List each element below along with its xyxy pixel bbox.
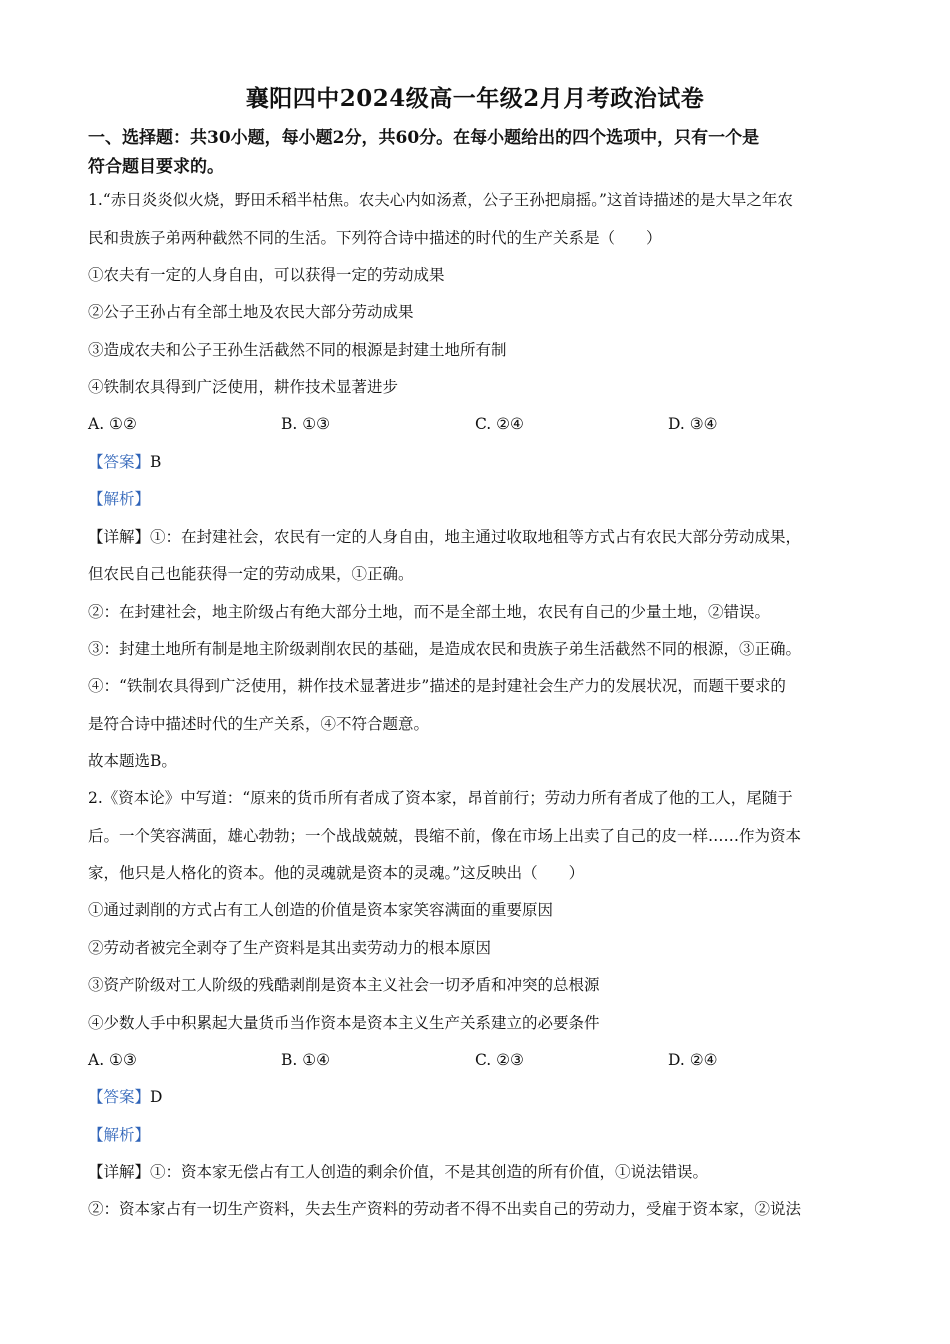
question-1-detail: ③：封建土地所有制是地主阶级剥削农民的基础，是造成农民和贵族子弟生活截然不同的根源，③正确。 bbox=[88, 640, 802, 658]
question-2-detail: ②：资本家占有一切生产资料，失去生产资料的劳动者不得不出卖自己的劳动力，受雇于资本家，②说法 bbox=[88, 1200, 802, 1218]
question-2-detail bbox=[88, 1161, 878, 1183]
page-title: 襄阳四中2024级高一年级2月月考政治试卷 bbox=[245, 85, 705, 112]
question-1-statement: ①农夫有一定的人身自由，可以获得一定的劳动成果 bbox=[88, 266, 445, 284]
question-1-detail: ④：“铁制农具得到广泛使用，耕作技术显著进步”描述的是封建社会生产力的发展状况，而题干要求的 bbox=[88, 677, 786, 695]
answer-value: B bbox=[150, 453, 162, 471]
question-2-option-b: B. ①④ bbox=[281, 1051, 331, 1069]
question-1-statement: ②公子王孙占有全部土地及农民大部分劳动成果 bbox=[88, 303, 414, 321]
question-2-statement: ③资产阶级对工人阶级的残酷剥削是资本主义社会一切矛盾和冲突的总根源 bbox=[88, 976, 600, 994]
question-1-option-d: D. ③④ bbox=[668, 415, 718, 433]
question-1-detail: 但农民自己也能获得一定的劳动成果，①正确。 bbox=[88, 565, 414, 583]
detail-tag: 【详解】 bbox=[88, 1163, 151, 1181]
question-1-detail bbox=[88, 526, 878, 548]
answer-tag: 【答案】 bbox=[88, 1088, 151, 1106]
question-2-statement: ①通过剥削的方式占有工人创造的价值是资本家笑容满面的重要原因 bbox=[88, 901, 554, 919]
answer-tag: 【答案】 bbox=[88, 453, 151, 471]
detail-tag: 【详解】 bbox=[88, 528, 151, 546]
question-2-option-d: D. ②④ bbox=[668, 1051, 718, 1069]
question-1-stem: 1.“赤日炎炎似火烧，野田禾稻半枯焦。农夫心内如汤煮，公子王孙把扇摇。”这首诗描述的是大旱之年农 bbox=[88, 191, 793, 209]
detail-text: ①：在封建社会，农民有一定的人身自由，地主通过收取地租等方式占有农民大部分劳动成果， bbox=[150, 528, 802, 546]
question-1-option-c: C. ②④ bbox=[475, 415, 524, 433]
question-2-option-a: A. ①③ bbox=[88, 1051, 137, 1069]
question-2-statement: ②劳动者被完全剥夺了生产资料是其出卖劳动力的根本原因 bbox=[88, 939, 492, 957]
question-2-statement: ④少数人手中积累起大量货币当作资本是资本主义生产关系建立的必要条件 bbox=[88, 1014, 600, 1032]
analysis-tag: 【解析】 bbox=[88, 490, 151, 508]
question-1-conclusion: 故本题选B。 bbox=[88, 752, 177, 770]
question-1-answer bbox=[88, 451, 878, 473]
question-1-analysis-tag bbox=[88, 488, 878, 510]
analysis-tag: 【解析】 bbox=[88, 1126, 151, 1144]
question-2-analysis-tag bbox=[88, 1124, 878, 1146]
answer-value: D bbox=[150, 1088, 163, 1106]
section-heading bbox=[88, 124, 868, 182]
detail-text: ①：资本家无偿占有工人创造的剩余价值，不是其创造的所有价值，①说法错误。 bbox=[150, 1163, 709, 1181]
question-2-option-c: C. ②③ bbox=[475, 1051, 524, 1069]
section-heading-line: 符合题目要求的。 bbox=[88, 157, 224, 177]
question-1-statement: ④铁制农具得到广泛使用，耕作技术显著进步 bbox=[88, 378, 399, 396]
question-2-stem: 后。一个笑容满面，雄心勃勃；一个战战兢兢，畏缩不前，像在市场上出卖了自己的皮一样……作为资本 bbox=[88, 827, 802, 845]
question-2-answer bbox=[88, 1086, 878, 1108]
question-2-stem: 家，他只是人格化的资本。他的灵魂就是资本的灵魂。”这反映出（ ） bbox=[88, 864, 585, 882]
question-1-detail: 是符合诗中描述时代的生产关系，④不符合题意。 bbox=[88, 715, 430, 733]
question-2-stem: 2.《资本论》中写道：“原来的货币所有者成了资本家，昂首前行；劳动力所有者成了他的工人，尾随于 bbox=[88, 789, 793, 807]
question-1-stem: 民和贵族子弟两种截然不同的生活。下列符合诗中描述的时代的生产关系是（ ） bbox=[88, 229, 662, 247]
question-1-statement: ③造成农夫和公子王孙生活截然不同的根源是封建土地所有制 bbox=[88, 341, 507, 359]
question-1-option-b: B. ①③ bbox=[281, 415, 331, 433]
question-1-detail: ②：在封建社会，地主阶级占有绝大部分土地，而不是全部土地，农民有自己的少量土地，②错误。 bbox=[88, 603, 771, 621]
question-1-option-a: A. ①② bbox=[88, 415, 137, 433]
section-heading-line: 一、选择题：共30小题，每小题2分，共60分。在每小题给出的四个选项中，只有一个是 bbox=[88, 128, 760, 148]
